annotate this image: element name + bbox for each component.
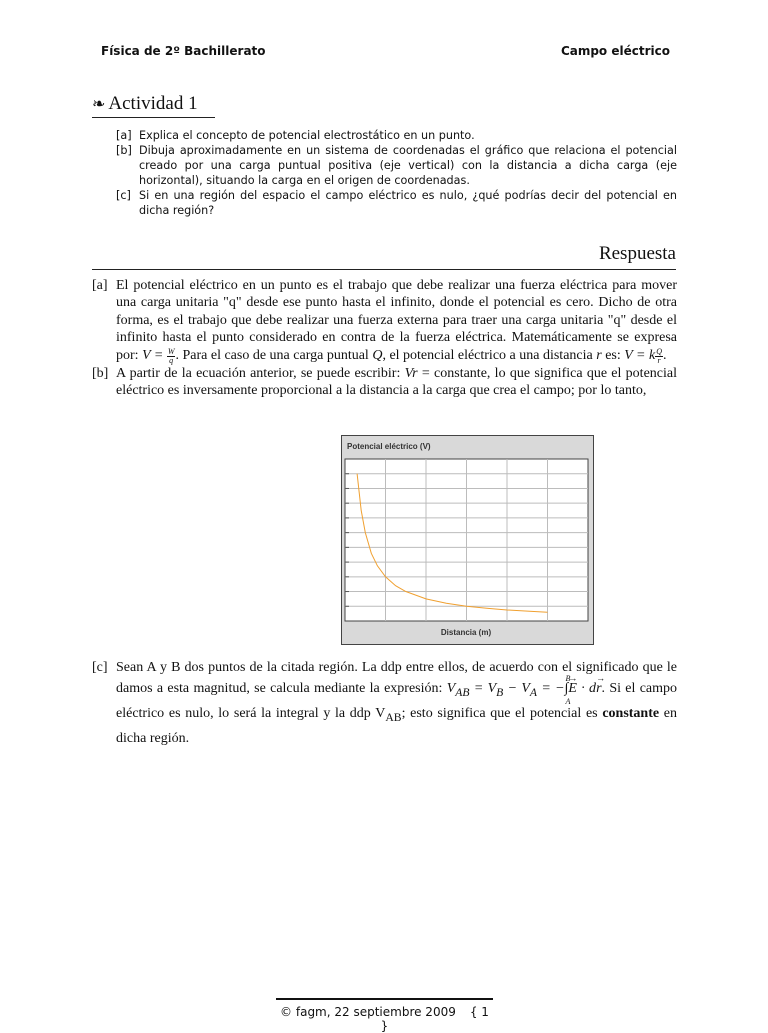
formula-eq-neg: = − (537, 681, 565, 696)
x-axis-label: Distancia (m) (440, 628, 492, 637)
question-a (116, 128, 677, 143)
subscript-b: B (496, 685, 504, 699)
footer-rule (276, 998, 493, 1000)
formula-v-lhs: V = (142, 347, 167, 363)
activity-heading (92, 93, 198, 115)
answer-c-text1: Sean A y B dos puntos de la citada región. La ddp entre ellos, de acuerdo con el significado que le damos a esta magnitud, se calcula mediante la expresión: (116, 660, 677, 696)
answer-rule (92, 269, 676, 270)
fraction-denominator: r (657, 355, 661, 365)
integral-lower-limit: A (565, 697, 571, 706)
question-list (116, 128, 677, 218)
vector-r: → r (596, 678, 601, 699)
question-text: Si en una región del espacio el campo eléctrico es nulo, ¿qué podrías decir del potencial en dicha región? (139, 189, 677, 217)
page-number: { 1 } (380, 1005, 489, 1033)
question-label: [c] (116, 189, 131, 202)
answer-c-text4: en dicha región. (116, 705, 677, 746)
formula-vab (446, 674, 602, 706)
answer-c-text2: . Si el campo eléctrico es nulo, lo será la integral y la ddp V (116, 681, 678, 721)
integral-upper-limit: B (565, 674, 571, 683)
footer-credit: © fagm, 22 septiembre 2009 (280, 1005, 456, 1019)
answer-a (92, 277, 677, 365)
subscript-a: A (529, 685, 538, 699)
subscript-ab: AB (455, 685, 470, 699)
formula-minus-va: − V (503, 681, 530, 696)
answer-a-text5: . (663, 347, 667, 363)
question-text: Dibuja aproximadamente en un sistema de coordenadas el gráfico que relaciona el potencial creado por una carga puntual positiva (eje vertical) con la distancia a dicha carga (eje horizontal), situando la carga en el origen de coordenadas. (139, 144, 677, 187)
formula-q-over-r (655, 348, 663, 365)
subscript-vab: AB (385, 710, 402, 724)
answer-label: [c] (92, 660, 108, 675)
header-topic: Campo eléctrico (560, 44, 670, 58)
formula-v: V (446, 681, 456, 696)
question-text: Explica el concepto de potencial electrostático en un punto. (139, 129, 475, 142)
answer-a-text4: es: (601, 347, 625, 363)
answer-list (92, 277, 677, 399)
symbol-r: r (596, 347, 602, 363)
formula-vk-lhs: V = k (624, 347, 656, 363)
answer-b-text2: = constante, lo que significa que el potencial eléctrico es inversamente proporcional a la distancia a la carga que crea el campo; por lo tanto, (116, 365, 677, 399)
answer-label: [a] (92, 278, 108, 293)
answer-a-text2: . Para el caso de una carga puntual (175, 347, 373, 363)
question-b (116, 143, 677, 188)
fraction-numerator: W (167, 346, 175, 356)
answer-a-text1: El potencial eléctrico en un punto es el trabajo que debe realizar una fuerza eléctrica para mover una carga unitaria "q" desde ese punto hasta el infinito, donde el potencial es cero. Dicho de otra forma, es el trabajo que debe realizar una fuerza externa para traer una carga unitaria "q" desde el infinito hasta el punto considerado en contra de la fuerza eléctrica. Matemáticamente se expresa por: (116, 278, 677, 363)
footer (276, 1005, 493, 1033)
answer-c-text3: ; esto significa que el potencial es (401, 705, 603, 721)
answer-b-text1: A partir de la ecuación anterior, se puede escribir: (116, 365, 405, 381)
scroll-ornament-icon: ❧ (92, 96, 106, 113)
activity-underline (92, 117, 215, 118)
keyword-constante: constante (602, 705, 660, 721)
formula-vr: Vr (404, 365, 418, 381)
answer-heading: Respuesta (598, 243, 676, 264)
symbol-q: Q (372, 347, 383, 363)
header-subject: Física de 2º Bachillerato (101, 44, 266, 58)
formula-dot-d: · d (576, 681, 597, 696)
question-c (116, 188, 677, 218)
vector-e: → E (568, 678, 577, 699)
question-label: [b] (116, 144, 132, 157)
integral-sign: ∫ (564, 681, 569, 696)
answer-label: [b] (92, 365, 109, 381)
question-label: [a] (116, 129, 132, 142)
answer-a-text3: , el potencial eléctrico a una distancia (382, 347, 597, 363)
chart-title: Potencial eléctrico (V) (347, 442, 431, 451)
fraction-numerator: Q (656, 346, 662, 356)
answer-b (92, 365, 677, 400)
answer-c (92, 657, 677, 749)
activity-title: Actividad 1 (108, 93, 198, 114)
formula-eq-vb: = V (469, 681, 497, 696)
potential-vs-distance-chart (341, 435, 594, 645)
fraction-denominator: q (169, 355, 174, 365)
